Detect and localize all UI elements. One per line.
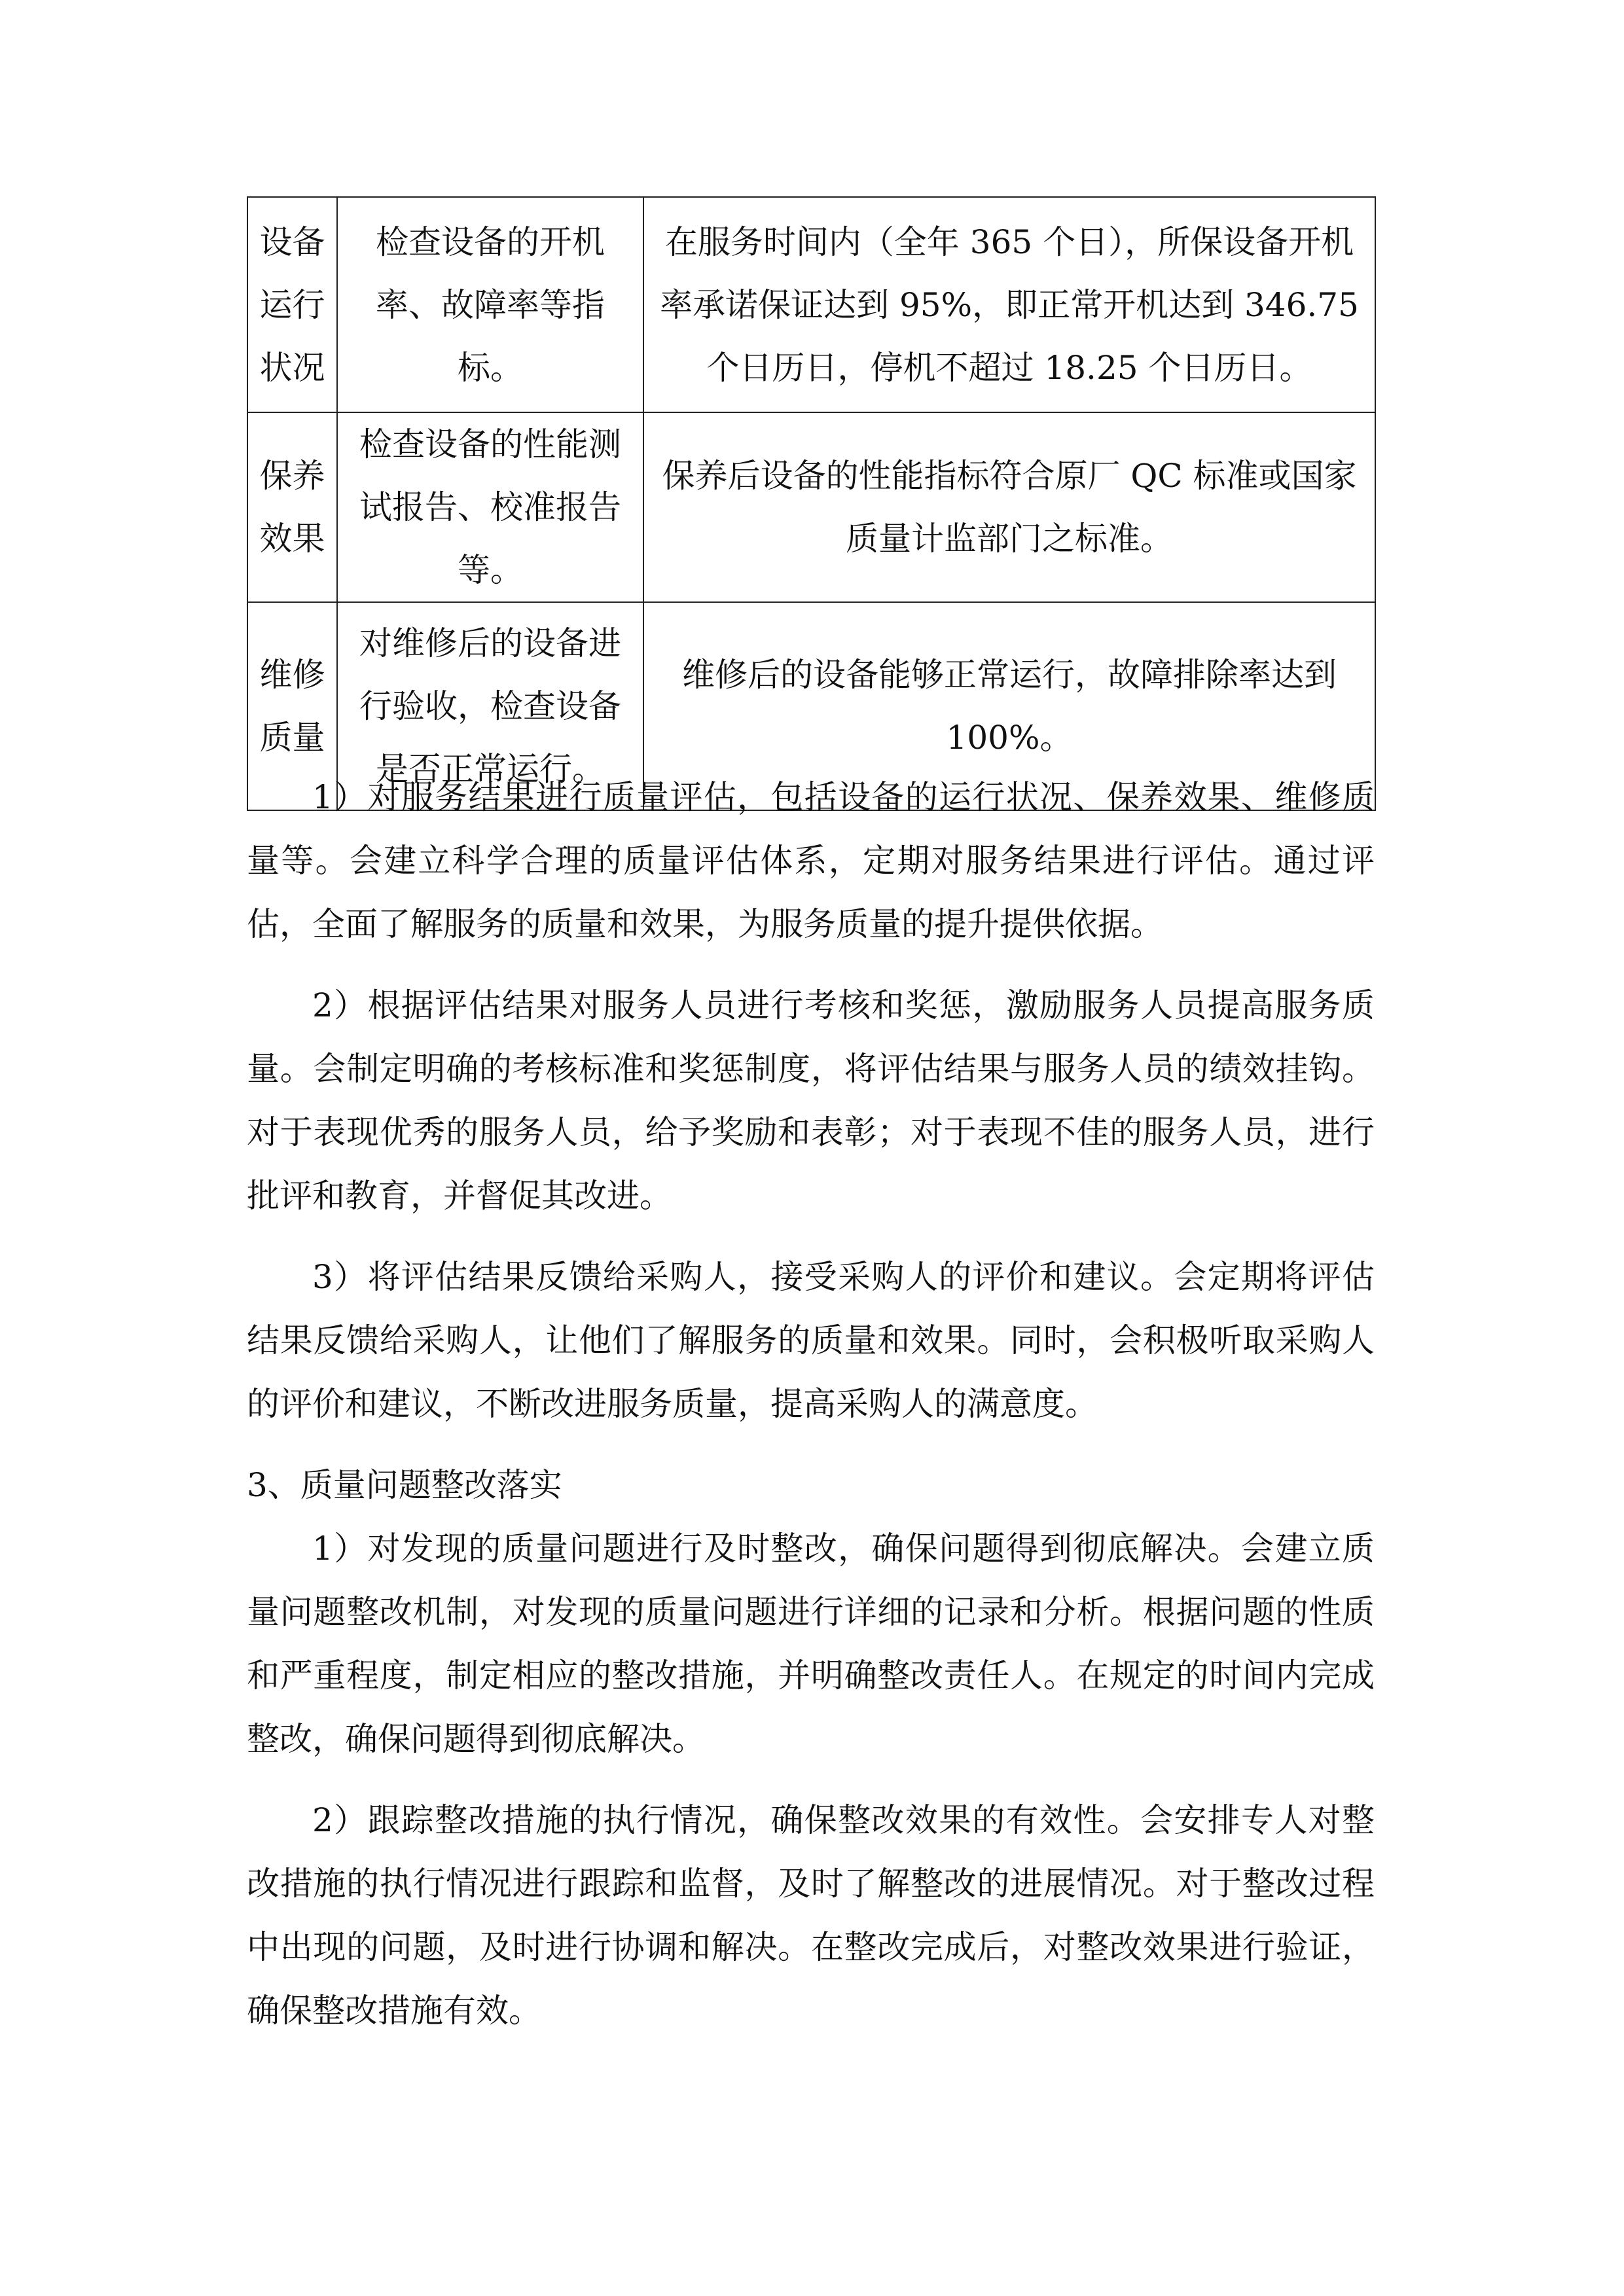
paragraph-evaluation: 1）对服务结果进行质量评估，包括设备的运行状况、保养效果、维修质量等。会建立科学合理的质量评估体系，定期对服务结果进行评估。通过评估，全面了解服务的质量和效果，为服务质量的提升提供依据。 <box>247 778 1375 943</box>
paragraph-rectification: 1）对发现的质量问题进行及时整改，确保问题得到彻底解决。会建立质量问题整改机制，对发现的质量问题进行详细的记录和分析。根据问题的性质和严重程度，制定相应的整改措施，并明确整改责任人。在规定的时间内完成整改，确保问题得到彻底解决。 <box>247 1530 1375 1758</box>
method-cell: 检查设备的性能测试报告、校准报告等。 <box>337 412 643 602</box>
section-heading: 3、质量问题整改落实 <box>247 1466 562 1504</box>
quality-standards-table <box>247 196 1376 811</box>
table-row <box>247 412 1375 602</box>
standard-cell: 维修后的设备能够正常运行，故障排除率达到 100%。 <box>643 602 1375 810</box>
table-row <box>247 197 1375 412</box>
paragraph-assessment: 2）根据评估结果对服务人员进行考核和奖惩，激励服务人员提高服务质量。会制定明确的考核标准和奖惩制度，将评估结果与服务人员的绩效挂钩。对于表现优秀的服务人员，给予奖励和表彰；对于表现不佳的服务人员，进行批评和教育，并督促其改进。 <box>247 986 1375 1215</box>
method-cell: 检查设备的开机率、故障率等指标。 <box>337 197 643 412</box>
method-cell: 对维修后的设备进行验收，检查设备是否正常运行。 <box>337 602 643 810</box>
standard-cell: 保养后设备的性能指标符合原厂 QC 标准或国家质量计监部门之标准。 <box>643 412 1375 602</box>
paragraph-tracking: 2）跟踪整改措施的执行情况，确保整改效果的有效性。会安排专人对整改措施的执行情况进行跟踪和监督，及时了解整改的进展情况。对于整改过程中出现的问题，及时进行协调和解决。在整改完成后，对整改效果进行验证，确保整改措施有效。 <box>247 1801 1375 2030</box>
category-cell: 保养效果 <box>247 412 337 602</box>
paragraph-feedback: 3）将评估结果反馈给采购人，接受采购人的评价和建议。会定期将评估结果反馈给采购人，让他们了解服务的质量和效果。同时，会积极听取采购人的评价和建议，不断改进服务质量，提高采购人的满意度。 <box>247 1258 1375 1423</box>
standard-cell: 在服务时间内（全年 365 个日），所保设备开机率承诺保证达到 95%，即正常开机达到 346.75 个日历日，停机不超过 18.25 个日历日。 <box>643 197 1375 412</box>
category-cell: 维修质量 <box>247 602 337 810</box>
category-cell: 设备运行状况 <box>247 197 337 412</box>
body-text <box>247 766 1375 2060</box>
